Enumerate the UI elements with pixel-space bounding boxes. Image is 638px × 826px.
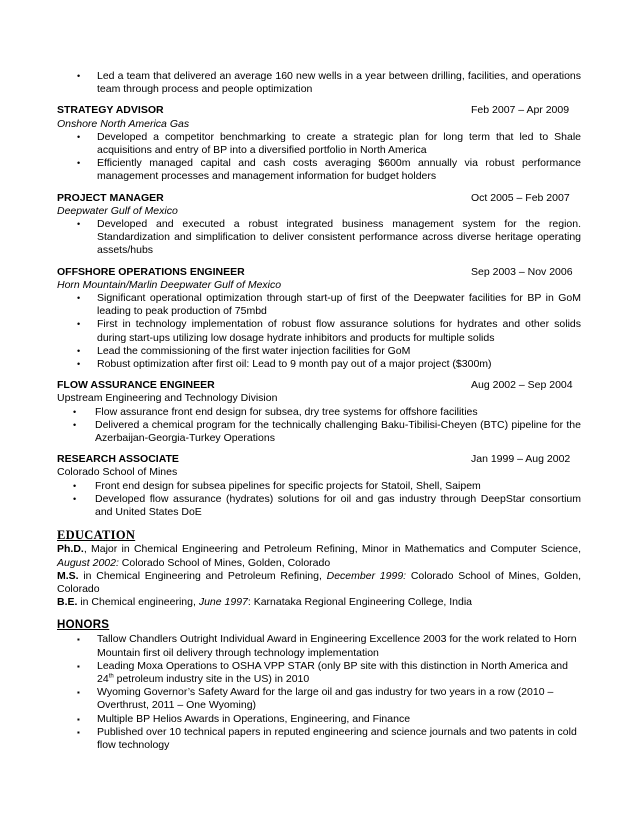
job-company: Horn Mountain/Marlin Deepwater Gulf of Mexico [57,278,282,291]
job-bullet [57,406,581,419]
phd-date: August 2002: [57,556,119,569]
job-dates: Sep 2003 – Nov 2006 [471,265,573,278]
honor-text: Published over 10 technical papers in reputed engineering and science journals and two patents in cold flow technology [97,725,577,751]
be-date: June 1997 [198,596,248,609]
bullet-icon: • [77,158,81,169]
ms-text: in Chemical Engineering and Petroleum Refining, [78,569,327,582]
degree-phd: Ph.D. [57,543,84,556]
job-bullet [57,358,581,371]
ms-date: December 1999: [326,569,407,582]
bullet-icon: • [73,406,77,417]
bullet-icon: • [73,493,77,504]
job-bullet [57,131,581,157]
bullet-text: Developed a competitor benchmarking to create a strategic plan for long term that led to Shale acquisitions and entry of BP into a diversified portfolio in North America [97,130,581,157]
square-bullet-icon: ▪ [77,727,80,737]
honor-sup: th [108,673,114,680]
bullet-icon: • [77,131,81,142]
phd-text: , Major in Chemical Engineering and Petroleum Refining, Minor in Mathematics and Computer Science, [83,543,581,556]
job-strategy-advisor [57,104,581,183]
job-bullet [57,157,581,183]
bullet-text: First in technology implementation of robust flow assurance solutions for hydrates and other solids during start-ups utilizing low dosage hydrate inhibitors and products for multiple solids [97,318,581,344]
job-dates: Jan 1999 – Aug 2002 [471,453,571,466]
resume-page [57,70,581,752]
bullet-text: Developed and executed a robust integrated business management system for the region. Standardization and simplification to deliver consistent performance across diverse heritage operating assets/hubs [97,218,581,257]
bullet-text: Developed flow assurance (hydrates) solutions for oil and gas industry through DeepStar consortium and United States DoE [95,492,581,519]
job-title: RESEARCH ASSOCIATE [57,453,179,466]
honors-heading: HONORS [57,619,110,632]
job-company: Colorado School of Mines [57,466,178,479]
bullet-text: Efficiently managed capital and cash costs averaging $600m annually via robust performance management processes and management information for budget holders [97,157,581,183]
ms-school: Colorado School of Mines, Golden, Colorado [57,569,581,595]
job-bullet [57,218,581,258]
honor-text-cont: petroleum industry site in the US) in 2010 [113,672,310,685]
honor-item [57,726,581,752]
be-school: : Karnataka Regional Engineering College, India [247,596,473,609]
honor-text: Tallow Chandlers Outright Individual Award in Engineering Excellence 2003 for the work related to Horn Mountain first oil delivery through technology implementation [97,633,577,659]
be-text: in Chemical engineering, [77,596,199,609]
job-flow-assurance-engineer [57,379,581,445]
job-title: STRATEGY ADVISOR [57,104,164,117]
square-bullet-icon: ▪ [77,635,80,645]
bullet-icon: • [77,219,81,230]
bullet-text: Significant operational optimization through start-up of first of the Deepwater facilities for BP in GoM leading to peak production of 75mbd [97,292,581,318]
honor-item [57,686,581,712]
bullet-text: Robust optimization after first oil: Lead to 9 month pay out of a major project ($300m) [97,358,492,371]
square-bullet-icon: ▪ [77,661,80,671]
job-title: PROJECT MANAGER [57,191,164,204]
square-bullet-icon: ▪ [77,714,80,724]
job-company: Upstream Engineering and Technology Division [57,392,278,405]
bullet-icon: • [77,359,81,370]
job-company: Deepwater Gulf of Mexico [57,204,178,217]
education-heading: EDUCATION [57,528,136,543]
bullet-icon: • [77,293,81,304]
honor-item [57,633,581,659]
job-bullet [57,480,581,493]
bullet-icon: • [77,319,81,330]
degree-be: B.E. [57,596,78,609]
job-title: OFFSHORE OPERATIONS ENGINEER [57,265,245,278]
bullet-text: Led a team that delivered an average 160 new wells in a year between drilling, facilities, and operations team through process and people optimization [97,70,581,96]
honor-text: Wyoming Governor’s Safety Award for the large oil and gas industry for two years in a row (2010 – Overthrust, 2011 – One Wyoming) [97,686,554,712]
bullet-text: Lead the commissioning of the first water injection facilities for GoM [97,344,411,357]
job-bullet [57,292,581,318]
education-ms [57,570,581,596]
job-offshore-operations-engineer [57,266,581,372]
job-research-associate [57,453,581,519]
job-company: Onshore North America Gas [57,117,190,130]
job-bullet [57,419,581,445]
job-dates: Feb 2007 – Apr 2009 [471,104,570,117]
phd-school: Colorado School of Mines, Golden, Colorado [118,556,331,569]
job-dates: Aug 2002 – Sep 2004 [471,379,573,392]
job-bullet [57,493,581,519]
bullet-icon: • [77,71,81,81]
honor-item [57,713,581,726]
education-phd [57,543,581,569]
job-bullet [57,345,581,358]
intro-bullet [57,70,581,96]
bullet-text: Front end design for subsea pipelines for specific projects for Statoil, Shell, Saipem [95,479,481,492]
bullet-icon: • [73,419,77,430]
bullet-text: Delivered a chemical program for the technically challenging Baku-Tibilisi-Cheyen (BTC) pipeline for the Azerbaijan-Georgia-Turkey Operations [95,418,581,445]
bullet-icon: • [73,480,77,491]
square-bullet-icon: ▪ [77,688,80,698]
job-bullet [57,318,581,344]
job-project-manager [57,192,581,258]
degree-ms: M.S. [57,569,79,582]
job-title: FLOW ASSURANCE ENGINEER [57,379,215,392]
job-dates: Oct 2005 – Feb 2007 [471,191,570,204]
honor-text: Multiple BP Helios Awards in Operations, Engineering, and Finance [97,712,411,725]
education-be [57,596,581,609]
honor-item [57,660,581,686]
bullet-text: Flow assurance front end design for subsea, dry tree systems for offshore facilities [95,405,478,418]
bullet-icon: • [77,345,81,356]
honor-text: Leading Moxa Operations to OSHA VPP STAR (only BP site with this distinction in North America and 24 [97,659,568,685]
